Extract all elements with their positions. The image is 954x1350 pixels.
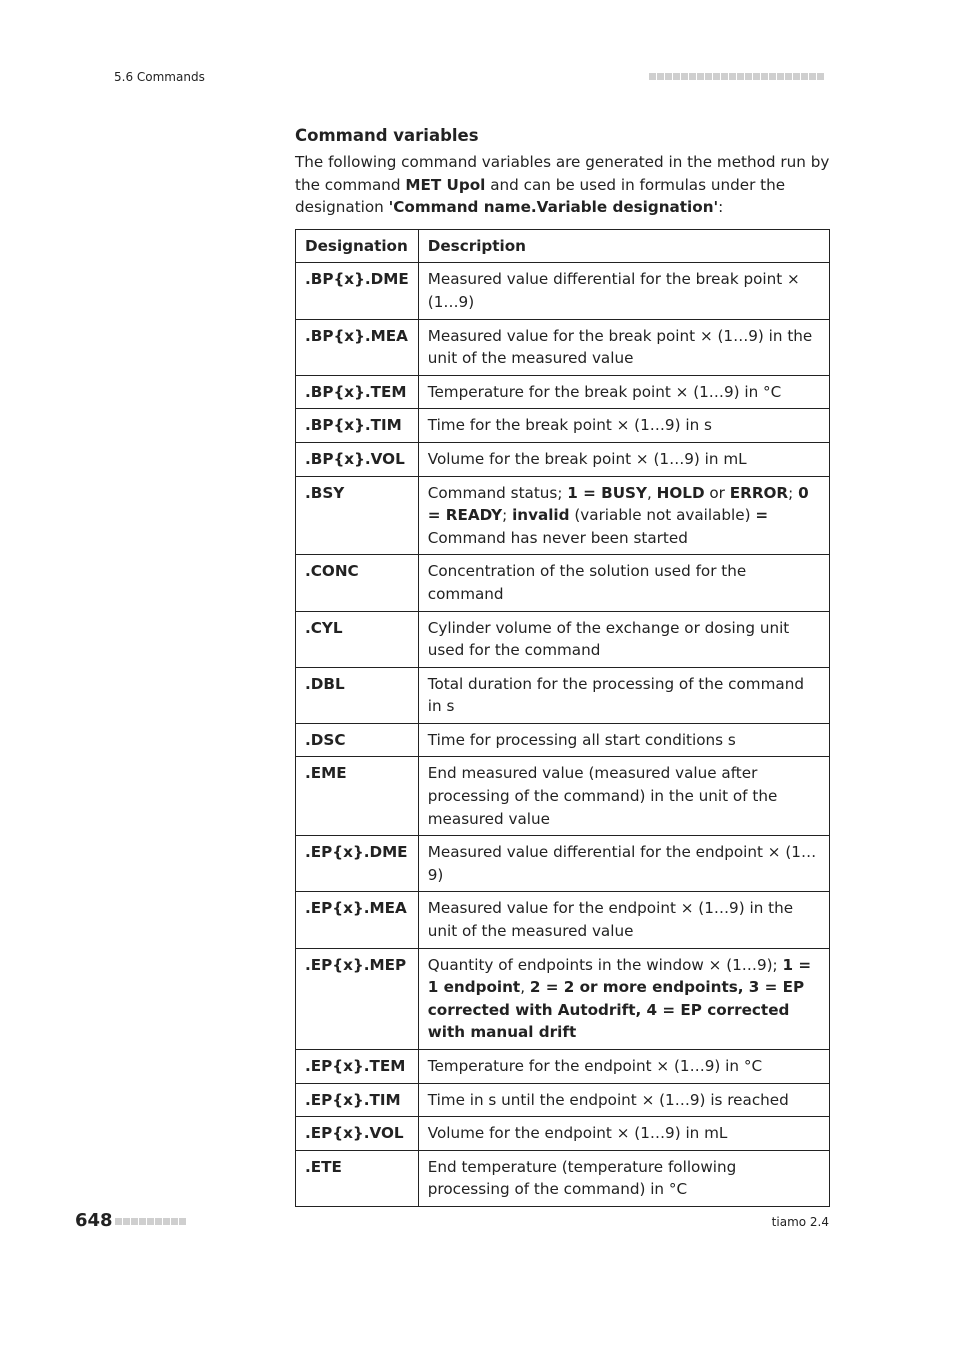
square-mark [737,73,744,80]
description-text: (variable not available) [569,506,756,525]
table-row [296,409,830,443]
cell-designation: .BP{x}.TIM [296,409,419,443]
table-row [296,1117,830,1151]
description-text: or [704,483,730,502]
square-mark [745,73,752,80]
description-text: Time for the break point × (1…9) in s [427,416,712,435]
description-text: Measured value for the endpoint × (1…9) in the unit of the measured value [427,899,794,941]
table-body [296,263,830,1207]
cell-designation: .CYL [296,611,419,667]
header-designation: Designation [296,229,419,263]
square-mark [171,1218,178,1225]
square-mark [705,73,712,80]
square-mark [769,73,776,80]
cell-description [418,1117,829,1151]
description-bold: 1 = 1 endpoint [427,955,812,997]
square-mark [665,73,672,80]
table-row [296,476,830,555]
description-bold: 2 = 2 or more endpoints, 3 = EP corrected with Autodrift, 4 = EP corrected with manual drift [427,978,805,1042]
square-mark [681,73,688,80]
square-mark [115,1218,122,1225]
square-mark [777,73,784,80]
square-mark [729,73,736,80]
cell-designation: .EME [296,757,419,836]
square-mark [139,1218,146,1225]
header-decoration [649,73,824,80]
cell-description [418,476,829,555]
square-mark [785,73,792,80]
square-mark [147,1218,154,1225]
intro-text-1: The following command variables are generated in the method run by the command [295,153,830,194]
description-text: Temperature for the break point × (1…9) in °C [427,382,782,401]
square-mark [697,73,704,80]
product-name: tiamo 2.4 [771,1215,829,1229]
cell-designation: .BP{x}.TEM [296,375,419,409]
square-mark [753,73,760,80]
square-mark [649,73,656,80]
page-number: 648 [75,1210,113,1231]
description-text: ; [502,506,513,525]
cell-designation: .CONC [296,555,419,611]
intro-paragraph [295,151,830,219]
header-section: 5.6 Commands [114,70,205,84]
square-mark [657,73,664,80]
square-mark [689,73,696,80]
description-text: End temperature (temperature following processing of the command) in °C [427,1157,737,1199]
description-bold: invalid [512,506,570,525]
cell-description [418,409,829,443]
table-row [296,442,830,476]
cell-designation: .EP{x}.TEM [296,1050,419,1084]
cell-description [418,1150,829,1206]
square-mark [761,73,768,80]
cell-designation: .EP{x}.DME [296,836,419,892]
cell-description [418,375,829,409]
square-mark [123,1218,130,1225]
cell-description [418,892,829,948]
table-row [296,1083,830,1117]
description-text: End measured value (measured value after processing of the command) in the unit of the measured value [427,764,778,828]
table-row [296,611,830,667]
cell-description [418,263,829,319]
table-row [296,948,830,1049]
cell-designation: .EP{x}.MEA [296,892,419,948]
cell-description [418,836,829,892]
square-mark [155,1218,162,1225]
intro-text-2: and can be used in formulas under the designation [295,175,786,217]
description-bold: ERROR [729,483,789,502]
cell-designation: .BP{x}.DME [296,263,419,319]
cell-designation: .EP{x}.MEP [296,948,419,1049]
description-text: Volume for the break point × (1…9) in mL [427,449,747,468]
description-text: , [646,483,657,502]
footer-decoration [115,1218,186,1225]
intro-designation: 'Command name.Variable designation' [388,198,719,217]
description-text: Time for processing all start conditions s [427,730,736,749]
description-text: Time in s until the endpoint × (1…9) is reached [427,1090,789,1109]
table-header-row [296,229,830,263]
square-mark [163,1218,170,1225]
table-row [296,375,830,409]
main-content [295,126,830,1207]
square-mark [131,1218,138,1225]
square-mark [809,73,816,80]
description-bold: = [755,506,769,525]
square-mark [179,1218,186,1225]
description-text: Volume for the endpoint × (1…9) in mL [427,1124,728,1143]
cell-designation: .ETE [296,1150,419,1206]
variables-table [295,229,830,1207]
cell-designation: .EP{x}.VOL [296,1117,419,1151]
table-row [296,757,830,836]
cell-description [418,555,829,611]
table-row [296,263,830,319]
cell-designation: .DSC [296,723,419,757]
cell-description [418,948,829,1049]
description-text: Total duration for the processing of the command in s [427,674,804,716]
section-title: Command variables [295,126,479,145]
description-bold: HOLD [656,483,705,502]
square-mark [721,73,728,80]
header-description: Description [418,229,829,263]
table-row [296,667,830,723]
cell-description [418,319,829,375]
description-text: Measured value differential for the endpoint × (1…9) [427,843,817,884]
description-text: Command has never been started [427,528,688,547]
cell-designation: .BSY [296,476,419,555]
square-mark [713,73,720,80]
description-text: Command status; [427,483,568,502]
table-row [296,892,830,948]
description-text: Concentration of the solution used for the command [427,562,747,603]
cell-description [418,442,829,476]
description-text: Measured value differential for the break point × (1…9) [427,270,800,311]
description-text: Quantity of endpoints in the window × (1…9); [427,955,783,974]
table-row [296,1050,830,1084]
table-row [296,319,830,375]
cell-description [418,1050,829,1084]
cell-description [418,1083,829,1117]
cell-description [418,667,829,723]
cell-designation: .DBL [296,667,419,723]
description-text: Measured value for the break point × (1…9) in the unit of the measured value [427,326,813,368]
cell-description [418,757,829,836]
square-mark [817,73,824,80]
square-mark [793,73,800,80]
cell-description [418,723,829,757]
description-text: ; [788,483,799,502]
cell-designation: .EP{x}.TIM [296,1083,419,1117]
intro-text-3: : [718,198,724,217]
description-text: Temperature for the endpoint × (1…9) in °C [427,1057,763,1075]
table-row [296,555,830,611]
description-bold: 0 = READY [427,483,809,525]
table-row [296,723,830,757]
intro-command: MET Upol [405,175,486,194]
description-text: Cylinder volume of the exchange or dosing unit used for the command [427,618,790,660]
cell-designation: .BP{x}.MEA [296,319,419,375]
cell-description [418,611,829,667]
table-row [296,1150,830,1206]
description-text: , [520,978,530,997]
description-bold: 1 = BUSY [567,483,647,502]
square-mark [673,73,680,80]
square-mark [801,73,808,80]
table-row [296,836,830,892]
cell-designation: .BP{x}.VOL [296,442,419,476]
